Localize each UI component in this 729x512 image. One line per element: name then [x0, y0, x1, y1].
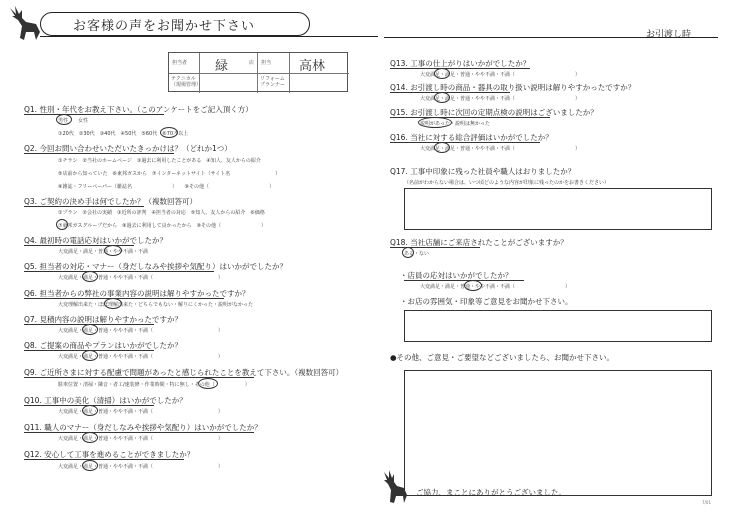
- q18-options: ある・ない: [404, 251, 430, 257]
- deer-footer-icon: [382, 468, 410, 504]
- store-question-1: ・店員の応対はいかがでしたか？: [400, 271, 513, 280]
- thank-you-message: ご協力、まことにありがとうございました。: [416, 488, 566, 497]
- label-tanto2: 担当: [261, 60, 272, 66]
- q15-options: 説明があった・説明は無かった: [420, 121, 490, 127]
- question-q1: Q1. 性別・年代をお教え下さい。（このアンケートをご記入頂く方）: [24, 105, 253, 114]
- answer-circle-mark: [82, 460, 98, 471]
- answer-circle-mark: [82, 271, 98, 282]
- handwritten-underline: [390, 68, 530, 69]
- question-q6: Q6. 担当者からの弊社の事業内容の説明は解りやすかったですか？: [24, 289, 250, 298]
- question-q7: Q7. 見積内容の説明は解りやすかったですか？: [24, 315, 182, 324]
- handwritten-underline: [390, 142, 540, 143]
- q5-options: 大変満足・満足・普通・やや不満・不満（ ）: [58, 275, 224, 281]
- handwritten-underline: [24, 350, 154, 351]
- question-q18: Q18. 当社店舗にご来店されたことがございますか？: [390, 238, 568, 247]
- q17-note: （名前がわからない場合は、いつ頃どのような内容が印象に残ったのかをお書きください）: [404, 180, 610, 186]
- question-q3: Q3. ご契約の決め手は何でしたか？（複数回答可）: [24, 197, 197, 206]
- store-question-2: ・お店の雰囲気・印象等ご意見をお聞かせ下さい。: [400, 297, 573, 306]
- question-q11: Q11. 職人のマナー（身だしなみや挨拶や気配り）はいかがでしたか？: [24, 423, 262, 432]
- handwritten-underline: [24, 114, 164, 115]
- q7-options: 大変満足・満足・普通・やや不満・不満（ ）: [58, 328, 224, 334]
- question-q10: Q10. 工事中の美化（清掃）はいかがでしたか？: [24, 396, 187, 405]
- handwritten-underline: [24, 153, 174, 154]
- answer-circle-mark: [160, 127, 178, 138]
- answer-circle-mark: [434, 92, 450, 103]
- q17-answer-box[interactable]: [404, 188, 712, 230]
- q10-options: 大変満足・満足・普通・やや不満・不満（ ）: [58, 409, 224, 415]
- handwritten-underline: [390, 247, 480, 248]
- question-q15: Q15. お引渡し時に次回の定期点検の説明はございましたか？: [390, 108, 598, 117]
- q16-options: 大変満足・満足・普通・やや不満・不満（ ）: [420, 146, 581, 152]
- page-code: 7/01: [702, 500, 711, 505]
- store-impression-box[interactable]: [404, 310, 712, 342]
- handwritten-underline: [24, 432, 254, 433]
- answer-circle-mark: [82, 324, 98, 335]
- question-q13: Q13. 工事の仕上がりはいかがでしたか？: [390, 59, 531, 68]
- q8-options: 大変満足・満足・普通・やや不満・不満（ ）: [58, 354, 224, 360]
- handwritten-underline: [24, 298, 224, 299]
- answer-circle-mark: [418, 117, 452, 128]
- survey-title: お客様の声をお聞かせ下さい: [73, 18, 256, 34]
- label-tanto: 担当者: [172, 60, 188, 66]
- q12-options: 大変満足・満足・普通・やや不満・不満（ ）: [58, 464, 224, 470]
- question-q2: Q2. 今回お問い合わせいただいたきっかけは？（どれか1つ）: [24, 144, 232, 153]
- right-section-title: お引渡し時: [646, 30, 692, 40]
- answer-circle-mark: [464, 280, 482, 291]
- handwritten-underline: [24, 405, 154, 406]
- survey-title-banner: [40, 12, 310, 36]
- q3-options-line1: ①プラン ②会社の実績 ③近所の評判 ④担当者の対応 ⑤知人、友人からの紹介 ⑥価格: [58, 210, 265, 216]
- answer-circle-mark: [56, 219, 68, 230]
- question-q9: Q9. ご近所さまに対する配慮で問題があったと感じられたことを教えて下さい。（複数回答可）: [24, 368, 344, 377]
- right-header-rule: [384, 37, 718, 38]
- q4-options: 大変満足・満足・普通・やや不満・不満: [58, 249, 149, 255]
- q11-options: 大変満足・満足・普通・やや不満・不満（ ）: [58, 436, 224, 442]
- staff-info-table: [168, 52, 348, 92]
- q13-options: 大変満足・満足・普通・やや不満・不満（ ）: [420, 72, 581, 78]
- store-question-1-options: 大変満足・満足・普通・やや不満・不満（ ）: [420, 284, 571, 290]
- q14-options: 大変満足・満足・普通・やや不満・不満（ ）: [420, 96, 581, 102]
- label-reform-planner: リフォームプランナー: [260, 76, 286, 88]
- answer-circle-mark: [198, 378, 218, 389]
- q2-options-line1: ①チラシ ②当社のホームページ ③過去に利用したことがある ④知人、友人からの紹介: [58, 158, 261, 164]
- answer-circle-mark: [82, 405, 98, 416]
- question-q4: Q4. 最初時の電話応対はいかがでしたか？: [24, 236, 167, 245]
- q2-options-line2: ⑤店前から知っていた ⑥東邦ガスから ⑦インターネットサイト（サイト名 ）: [58, 171, 281, 177]
- q9-options: 駐車位置・清掃・隣音・者工/速装修・作業時間・特に無し・その他（ ）: [58, 382, 250, 388]
- q1-options-gender: 男性 女性: [58, 118, 89, 124]
- answer-circle-mark: [434, 142, 450, 153]
- handwritten-underline: [24, 206, 144, 207]
- other-comments-box[interactable]: [404, 370, 712, 496]
- answer-circle-mark: [82, 432, 98, 443]
- question-q14: Q14. お引渡し時の商品・器具の取り扱い説明は解りやすかったですか？: [390, 83, 636, 92]
- handwritten-underline: [24, 377, 254, 378]
- table-divider: [257, 53, 258, 93]
- handwritten-staff-name: 高林: [299, 59, 326, 74]
- question-q8: Q8. ご提案の商品やプランはいかがでしたか？: [24, 341, 182, 350]
- question-q17: Q17. 工事中印象に残った社員や職人はおりましたか？: [390, 167, 576, 176]
- handwritten-underline: [24, 245, 134, 246]
- question-q16: Q16. 当社に対する総合評価はいかがでしたか？: [390, 133, 553, 142]
- handwritten-underline: [404, 280, 524, 281]
- handwritten-underline: [24, 459, 184, 460]
- question-q12: Q12. 安心して工事を進めることができましたか？: [24, 450, 195, 459]
- question-q5: Q5. 担当者の対応・マナー（身だしなみや挨拶や気配り）はいかがでしたか？: [24, 262, 287, 271]
- header-rule: [40, 36, 378, 37]
- table-divider: [289, 53, 290, 93]
- answer-circle-mark: [104, 298, 122, 309]
- handwritten-underline: [24, 324, 154, 325]
- answer-circle-mark: [402, 247, 414, 258]
- handwritten-shop: 緑: [215, 59, 229, 74]
- handwritten-underline: [24, 271, 214, 272]
- q3-options-line2: ⑦東邦ガスグループだから ⑧過去に利用して良かったから ⑨その他（ ）: [58, 223, 267, 229]
- label-technical: テクニカル（現場管理）: [171, 76, 202, 88]
- handwritten-underline: [390, 117, 550, 118]
- label-shiten: 店: [249, 60, 255, 66]
- answer-circle-mark: [56, 114, 72, 125]
- q2-options-line3: ⑧雑誌・フリーペーパー（雑誌名 ） ⑨その他（ ）: [58, 184, 275, 190]
- handwritten-underline: [390, 92, 510, 93]
- answer-circle-mark: [82, 350, 98, 361]
- q6-options: 大変理解出来た・ほぼ理解出来た・どちらでもない・解りにくかった・説明がなかった: [58, 302, 253, 308]
- answer-circle-mark: [434, 68, 450, 79]
- q1-options-age: ①20代 ②30代 ③40代 ④50代 ⑤60代 ⑥70才以上: [58, 131, 189, 137]
- other-comments-prompt: ●その他、ご意見・ご要望などございましたら、お聞かせ下さい。: [390, 353, 615, 362]
- answer-circle-mark: [104, 245, 122, 256]
